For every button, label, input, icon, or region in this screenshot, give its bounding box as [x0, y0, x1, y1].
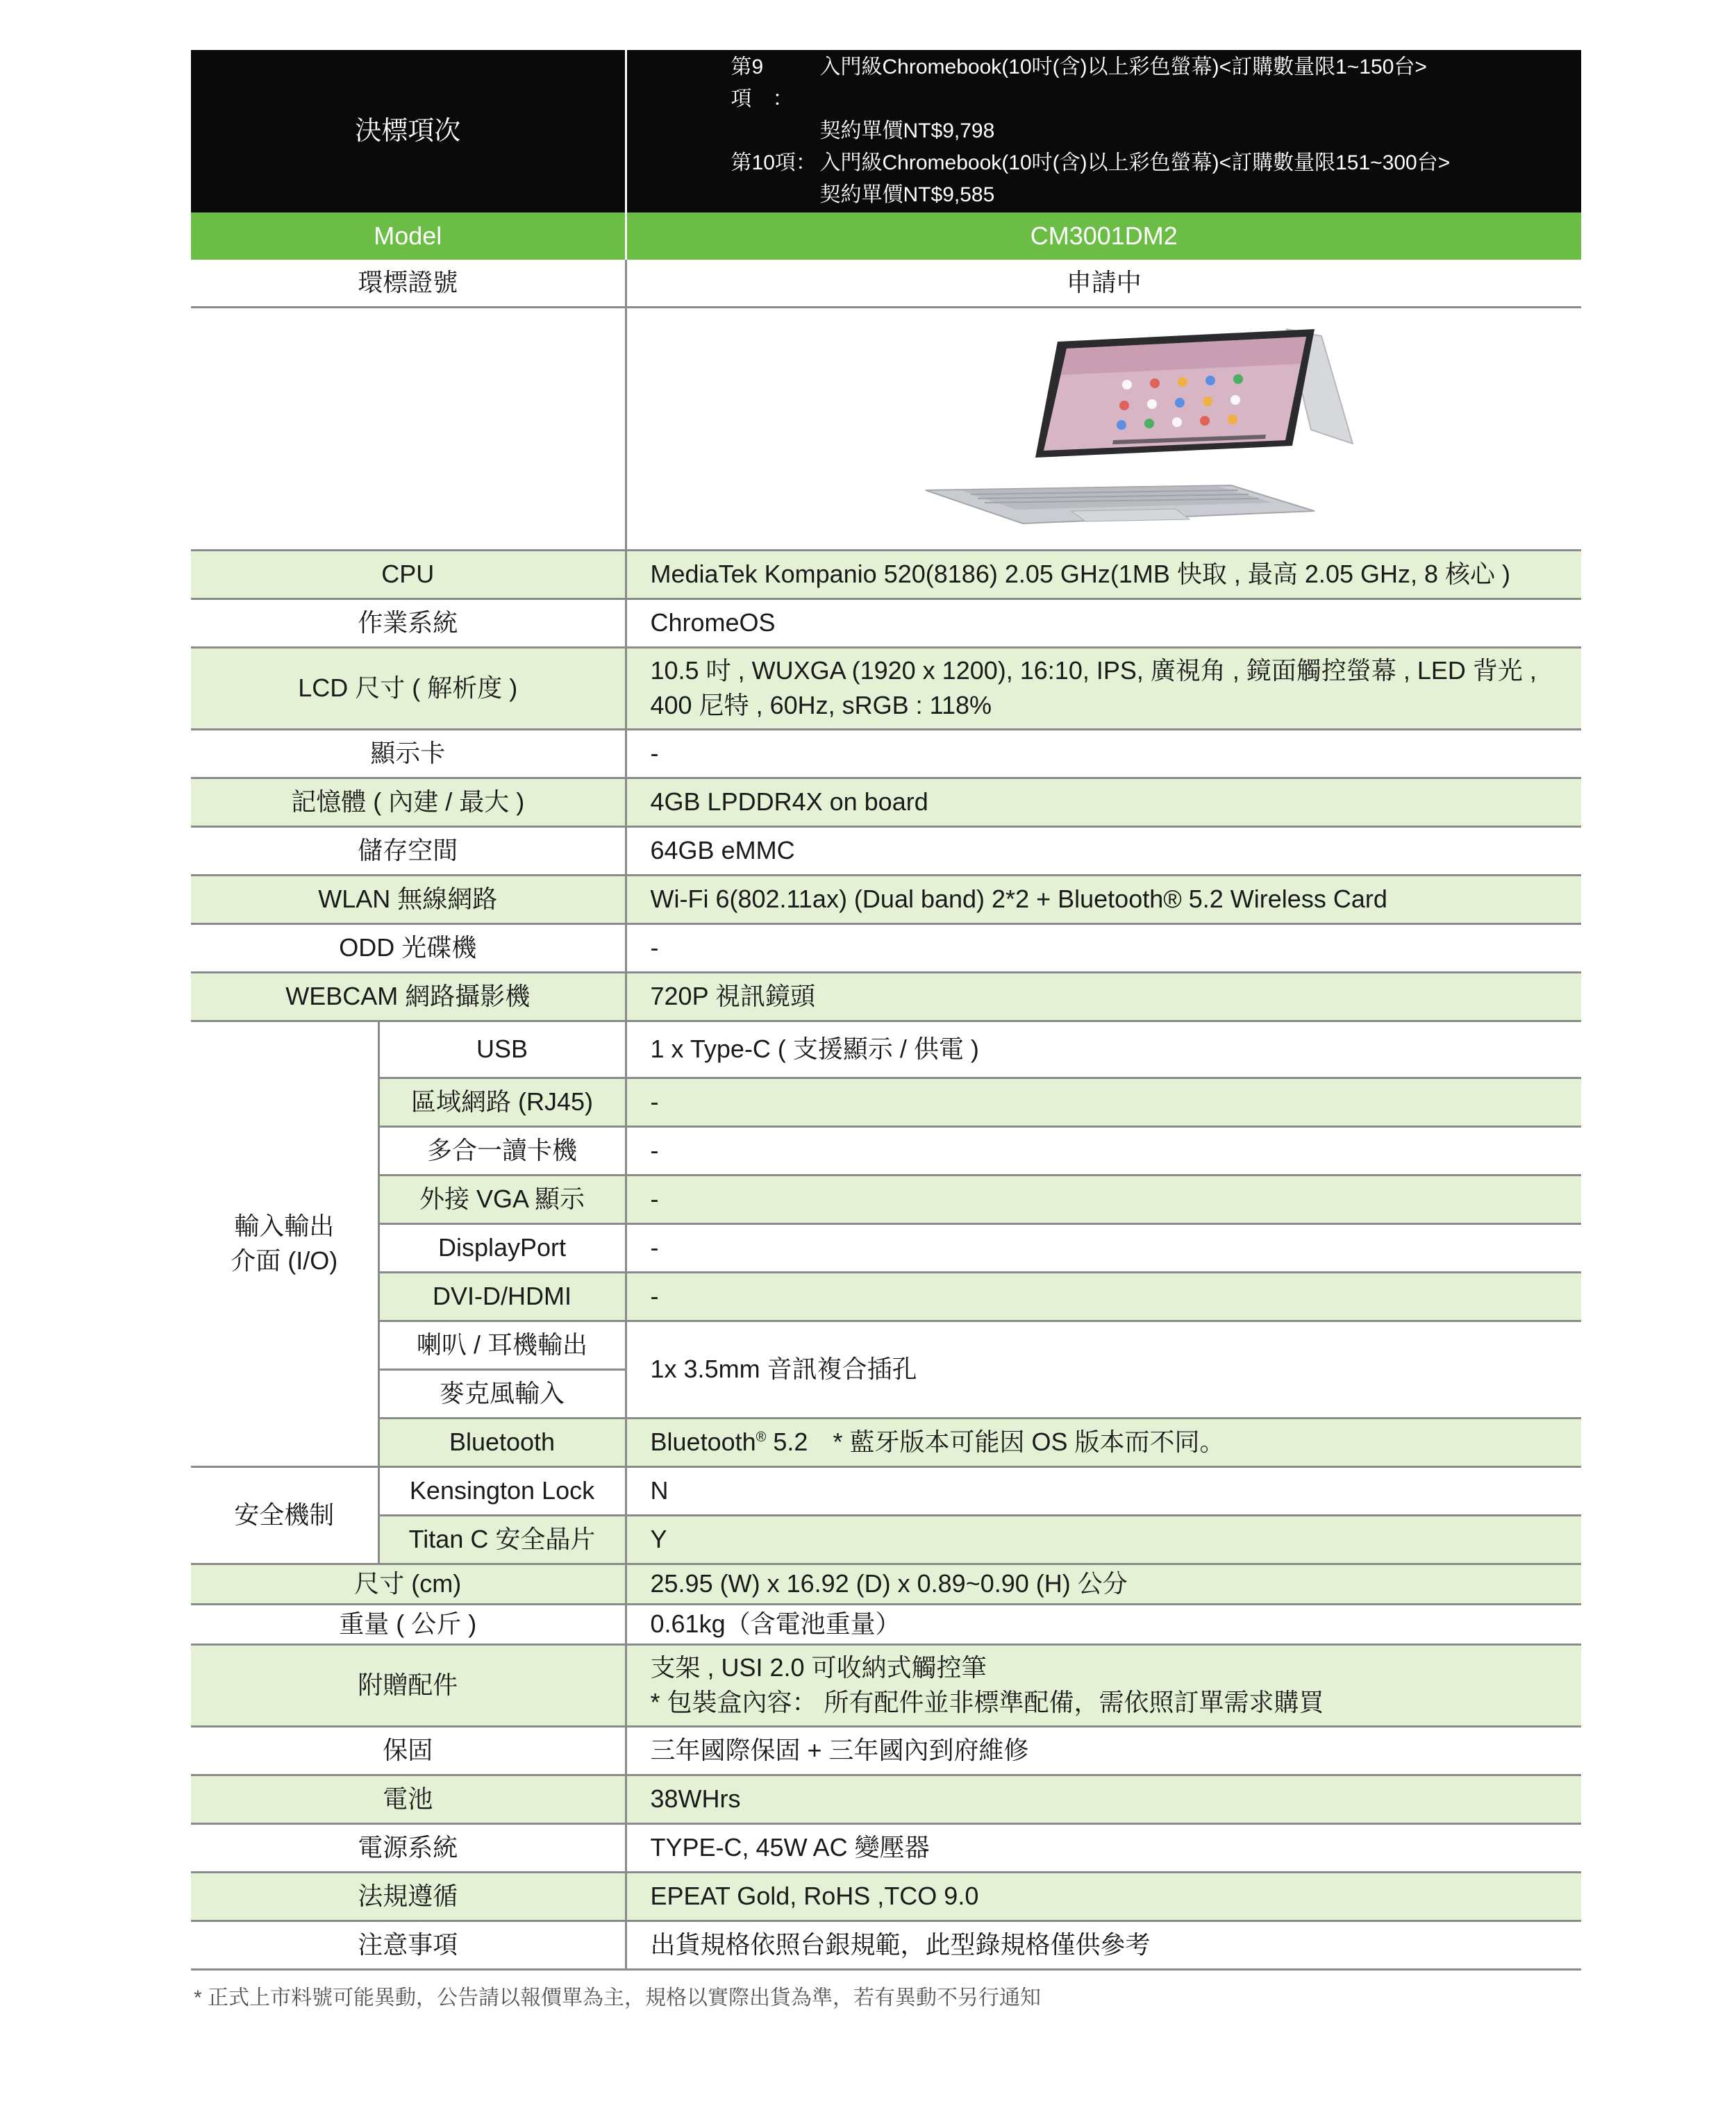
spec-label-size: 尺寸 (cm)	[191, 1564, 626, 1604]
security-label-kensington: Kensington Lock	[378, 1466, 626, 1515]
spec-row	[191, 778, 1581, 826]
spec-row	[191, 647, 1581, 729]
spec-row	[191, 1921, 1581, 1969]
spec-value-weight: 0.61kg（含電池重量）	[626, 1604, 1581, 1644]
io-row	[191, 1078, 1581, 1126]
io-label-lan: 區域網路 (RJ45)	[378, 1078, 626, 1126]
model-label: Model	[191, 212, 626, 260]
spec-row	[191, 1775, 1581, 1823]
spec-value-storage: 64GB eMMC	[626, 826, 1581, 875]
tender-info	[626, 50, 1581, 212]
io-row	[191, 1126, 1581, 1175]
io-label-bluetooth: Bluetooth	[378, 1418, 626, 1466]
spec-label-warranty: 保固	[191, 1726, 626, 1775]
spec-value-notes: 出貨規格依照台銀規範，此型錄規格僅供參考	[626, 1921, 1581, 1969]
io-row	[191, 1021, 1581, 1078]
spec-value-accessories: 支架 , USI 2.0 可收納式觸控筆 * 包裝盒內容： 所有配件並非標準配備，需依照訂單需求購買	[626, 1644, 1581, 1726]
spec-sheet	[191, 50, 1581, 1971]
spec-label-wlan: WLAN 無線網路	[191, 875, 626, 923]
tender-key-9: 第9項 ：	[731, 56, 794, 110]
model-value: CM3001DM2	[626, 212, 1581, 260]
spec-row	[191, 1604, 1581, 1644]
spec-label-odd: ODD 光碟機	[191, 923, 626, 972]
spec-label-compliance: 法規遵循	[191, 1872, 626, 1921]
eco-value: 申請中	[626, 260, 1581, 307]
spec-row	[191, 729, 1581, 778]
spec-value-warranty: 三年國際保固 + 三年國內到府維修	[626, 1726, 1581, 1775]
spec-label-accessories: 附贈配件	[191, 1644, 626, 1726]
security-label-titan: Titan C 安全晶片	[378, 1515, 626, 1564]
spec-row	[191, 1644, 1581, 1726]
io-value-bluetooth: Bluetooth® 5.2 * 藍牙版本可能因 OS 版本而不同。	[626, 1418, 1581, 1466]
io-value-cardreader: -	[626, 1126, 1581, 1175]
product-image	[626, 307, 1581, 550]
tender-price-10: 契約單價NT$9,585	[819, 183, 995, 206]
io-label-headphone: 喇叭 / 耳機輸出	[378, 1321, 626, 1369]
io-value-vga: -	[626, 1175, 1581, 1223]
spec-row	[191, 972, 1581, 1021]
spec-label-power: 電源系統	[191, 1823, 626, 1872]
model-row	[191, 212, 1581, 260]
spec-row	[191, 550, 1581, 599]
io-label-cardreader: 多合一讀卡機	[378, 1126, 626, 1175]
spec-label-battery: 電池	[191, 1775, 626, 1823]
tender-label: 決標項次	[191, 50, 626, 212]
io-label-hdmi: DVI-D/HDMI	[378, 1272, 626, 1321]
io-value-lan: -	[626, 1078, 1581, 1126]
io-label-mic: 麥克風輸入	[378, 1369, 626, 1418]
spec-label-storage: 儲存空間	[191, 826, 626, 875]
spec-value-power: TYPE-C, 45W AC 變壓器	[626, 1823, 1581, 1872]
security-group-label: 安全機制	[191, 1466, 378, 1564]
tender-price-9: 契約單價NT$9,798	[819, 119, 995, 142]
io-value-audio: 1x 3.5mm 音訊複合插孔	[626, 1321, 1581, 1418]
spec-row	[191, 599, 1581, 647]
io-row	[191, 1223, 1581, 1272]
spec-row	[191, 1564, 1581, 1604]
spec-value-odd: -	[626, 923, 1581, 972]
security-row	[191, 1466, 1581, 1515]
io-value-usb: 1 x Type-C ( 支援顯示 / 供電 )	[626, 1021, 1581, 1078]
spec-table	[191, 50, 1581, 1971]
io-label-usb: USB	[378, 1021, 626, 1078]
spec-row	[191, 1823, 1581, 1872]
spec-value-gpu: -	[626, 729, 1581, 778]
security-value-titan: Y	[626, 1515, 1581, 1564]
io-group-label: 輸入輸出 介面 (I/O)	[191, 1021, 378, 1466]
io-label-vga: 外接 VGA 顯示	[378, 1175, 626, 1223]
spec-value-battery: 38WHrs	[626, 1775, 1581, 1823]
spec-row	[191, 1872, 1581, 1921]
spec-label-cpu: CPU	[191, 550, 626, 599]
spec-row	[191, 826, 1581, 875]
spec-value-size: 25.95 (W) x 16.92 (D) x 0.89~0.90 (H) 公分	[626, 1564, 1581, 1604]
security-row	[191, 1515, 1581, 1564]
tender-line-9: 入門級Chromebook(10吋(含)以上彩色螢幕)<訂購數量限1~150台>	[819, 56, 1427, 78]
spec-label-webcam: WEBCAM 網路攝影機	[191, 972, 626, 1021]
security-value-kensington: N	[626, 1466, 1581, 1515]
spec-label-os: 作業系統	[191, 599, 626, 647]
spec-row	[191, 1726, 1581, 1775]
spec-value-cpu: MediaTek Kompanio 520(8186) 2.05 GHz(1MB 快取 , 最高 2.05 GHz, 8 核心 )	[626, 550, 1581, 599]
spec-row	[191, 875, 1581, 923]
spec-value-wlan: Wi-Fi 6(802.11ax) (Dual band) 2*2 + Bluetooth® 5.2 Wireless Card	[626, 875, 1581, 923]
io-row	[191, 1321, 1581, 1369]
io-value-hdmi: -	[626, 1272, 1581, 1321]
io-row	[191, 1418, 1581, 1466]
spec-label-weight: 重量 ( 公斤 )	[191, 1604, 626, 1644]
spec-value-lcd: 10.5 吋 , WUXGA (1920 x 1200), 16:10, IPS, 廣視角 , 鏡面觸控螢幕 , LED 背光 , 400 尼特 , 60Hz, sRGB : 118%	[626, 647, 1581, 729]
spec-label-memory: 記憶體 ( 內建 / 最大 )	[191, 778, 626, 826]
chromebook-tablet-with-keyboard	[627, 308, 1583, 540]
io-label-displayport: DisplayPort	[378, 1223, 626, 1272]
eco-row	[191, 260, 1581, 307]
io-value-displayport: -	[626, 1223, 1581, 1272]
spec-label-notes: 注意事項	[191, 1921, 626, 1969]
tender-key-10: 第10項：	[731, 151, 817, 174]
spec-label-gpu: 顯示卡	[191, 729, 626, 778]
io-row	[191, 1272, 1581, 1321]
product-image-row	[191, 307, 1581, 550]
spec-value-compliance: EPEAT Gold, RoHS ,TCO 9.0	[626, 1872, 1581, 1921]
eco-label: 環標證號	[191, 260, 626, 307]
spec-value-os: ChromeOS	[626, 599, 1581, 647]
spec-value-webcam: 720P 視訊鏡頭	[626, 972, 1581, 1021]
spec-row	[191, 923, 1581, 972]
spec-label-lcd: LCD 尺寸 ( 解析度 )	[191, 647, 626, 729]
spec-value-memory: 4GB LPDDR4X on board	[626, 778, 1581, 826]
footnote: * 正式上市料號可能異動，公告請以報價單為主，規格以實際出貨為準，若有異動不另行通知	[194, 1986, 1042, 2009]
io-row	[191, 1175, 1581, 1223]
tender-line-10: 入門級Chromebook(10吋(含)以上彩色螢幕)<訂購數量限151~300台>	[819, 151, 1451, 174]
tender-row	[191, 50, 1581, 212]
